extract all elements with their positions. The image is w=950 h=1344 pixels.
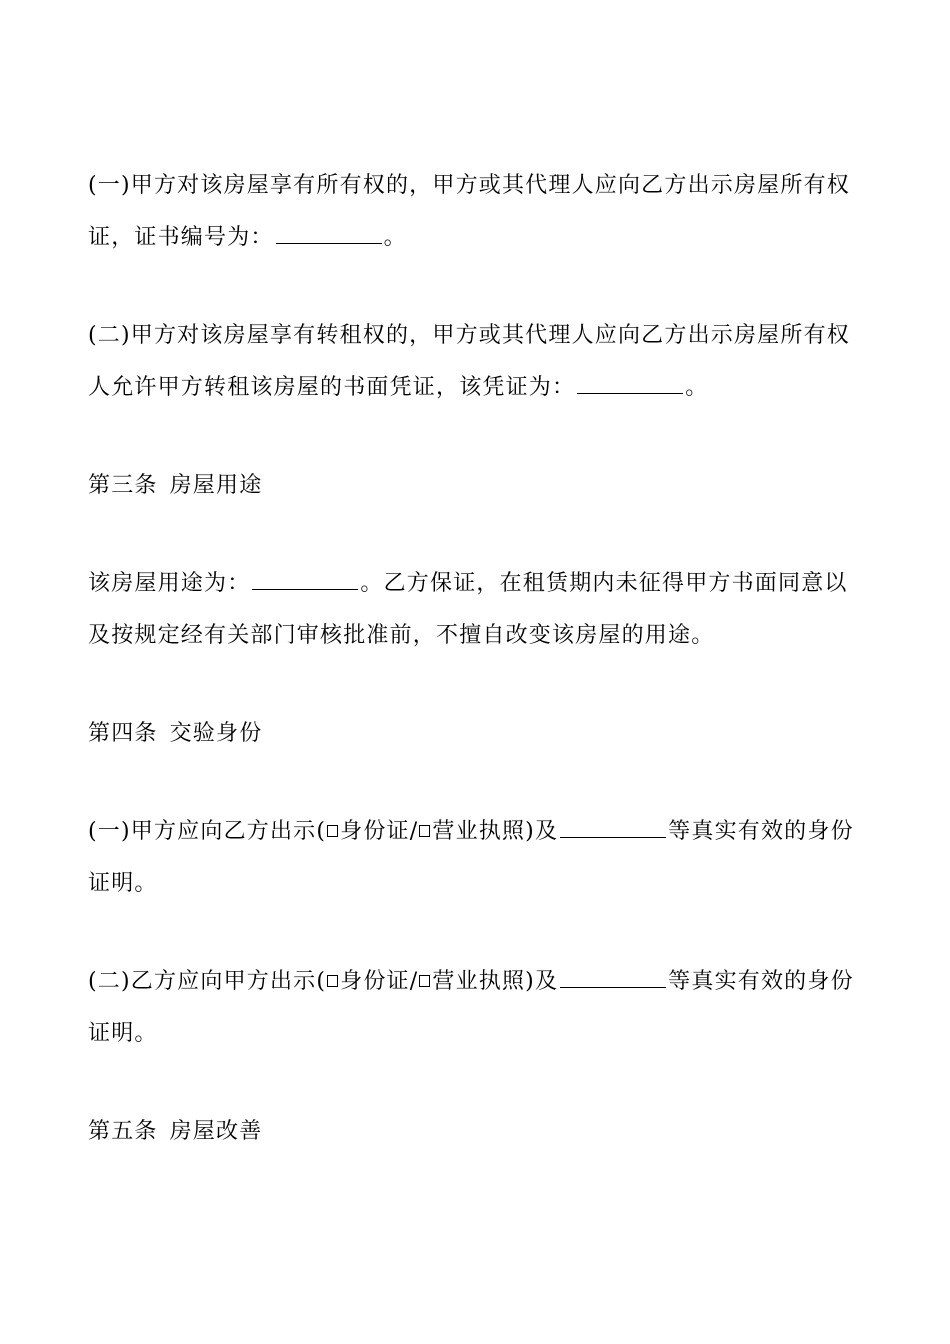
fill-in-blank[interactable] xyxy=(560,965,666,988)
checkbox-id-card[interactable] xyxy=(327,825,338,837)
option-label: 身份证/ xyxy=(340,819,419,844)
article-number: 第四条 xyxy=(88,721,158,746)
article-heading xyxy=(88,718,262,750)
article-title: 交验身份 xyxy=(169,721,263,746)
article-title: 房屋用途 xyxy=(169,473,263,498)
paragraph-house-usage xyxy=(88,558,868,662)
paragraph-party-a-identity xyxy=(88,806,868,910)
option-label: 营业执照)及 xyxy=(432,969,559,994)
fill-in-blank[interactable] xyxy=(276,221,382,244)
option-label: 营业执照)及 xyxy=(432,819,559,844)
paragraph-text: 。乙方保证，在租赁期内未征得甲方书面同意以及按规定经有关部门审核批准前，不擅自改变该房屋的用途。 xyxy=(88,571,848,648)
paragraph-text: 。 xyxy=(383,225,407,250)
checkbox-id-card[interactable] xyxy=(327,975,338,987)
paragraph-text: (一)甲方对该房屋享有所有权的，甲方或其代理人应向乙方出示房屋所有权证，证书编号为： xyxy=(88,173,850,250)
paragraph-text: (二)甲方对该房屋享有转租权的，甲方或其代理人应向乙方出示房屋所有权人允许甲方转租该房屋的书面凭证，该凭证为： xyxy=(88,323,850,400)
paragraph-text: 该房屋用途为： xyxy=(88,571,251,596)
paragraph-ownership-certificate xyxy=(88,160,868,264)
fill-in-blank[interactable] xyxy=(252,567,358,590)
paragraph-party-b-identity xyxy=(88,956,868,1060)
article-number: 第五条 xyxy=(88,1119,158,1144)
article-title: 房屋改善 xyxy=(169,1119,263,1144)
fill-in-blank[interactable] xyxy=(577,371,683,394)
checkbox-business-license[interactable] xyxy=(419,975,430,987)
checkbox-business-license[interactable] xyxy=(419,825,430,837)
paragraph-text: (一)甲方应向乙方出示( xyxy=(88,819,327,844)
paragraph-text: 。 xyxy=(685,375,709,400)
article-number: 第三条 xyxy=(88,473,158,498)
paragraph-sublease-certificate xyxy=(88,310,868,414)
article-heading xyxy=(88,470,262,502)
paragraph-text: 等真实有效的身份证明。 xyxy=(88,819,854,896)
paragraph-text: (二)乙方应向甲方出示( xyxy=(88,969,327,994)
paragraph-text: 等真实有效的身份证明。 xyxy=(88,969,854,1046)
fill-in-blank[interactable] xyxy=(560,815,666,838)
article-heading xyxy=(88,1116,262,1148)
option-label: 身份证/ xyxy=(340,969,419,994)
